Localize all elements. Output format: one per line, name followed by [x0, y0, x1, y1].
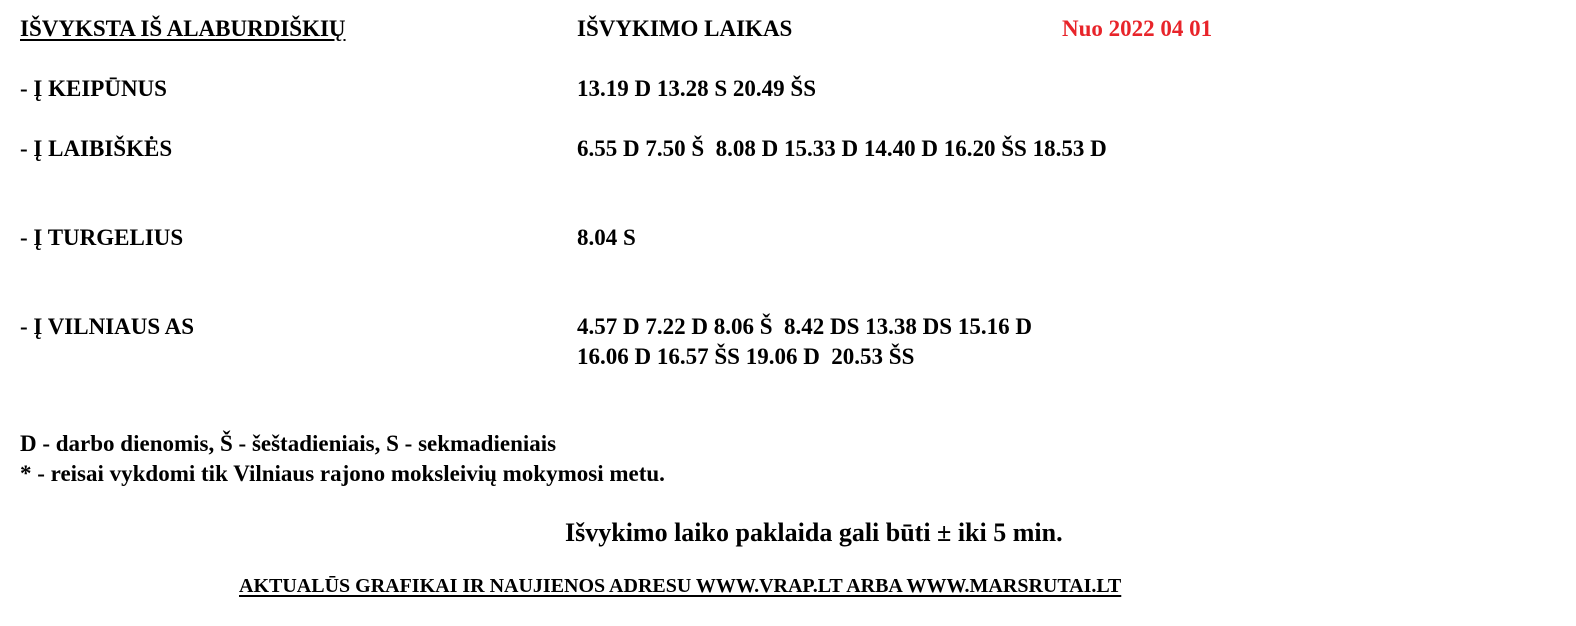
route-destination-turgelius: - Į TURGELIUS — [20, 225, 184, 250]
route-times-vilniaus-as-line-2: 16.06 D 16.57 ŠS 19.06 D 20.53 ŠS — [577, 344, 915, 369]
route-destination-keipunus: - Į KEIPŪNUS — [20, 76, 167, 101]
route-times-keipunus: 13.19 D 13.28 S 20.49 ŠS — [577, 76, 816, 101]
route-destination-laibiskes: - Į LAIBIŠKĖS — [20, 136, 173, 161]
route-times-vilniaus-as-line-1: 4.57 D 7.22 D 8.06 Š 8.42 DS 13.38 DS 15.16 D — [577, 314, 1032, 339]
schedule-title: IŠVYKSTA IŠ ALABURDIŠKIŲ — [20, 16, 346, 41]
route-times-laibiskes: 6.55 D 7.50 Š 8.08 D 15.33 D 14.40 D 16.20 ŠS 18.53 D — [577, 136, 1107, 161]
departure-times-heading: IŠVYKIMO LAIKAS — [577, 16, 793, 41]
route-times-turgelius: 8.04 S — [577, 225, 636, 250]
legend-day-codes: D - darbo dienomis, Š - šeštadieniais, S - sekmadieniais — [20, 431, 557, 456]
valid-from-date: Nuo 2022 04 01 — [1062, 16, 1213, 41]
route-destination-vilniaus-as: - Į VILNIAUS AS — [20, 314, 195, 339]
departure-tolerance-note: Išvykimo laiko paklaida gali būti ± iki 5 min. — [565, 518, 1063, 547]
footer-websites-notice: AKTUALŪS GRAFIKAI IR NAUJIENOS ADRESU WWW.VRAP.LT ARBA WWW.MARSRUTAI.LT — [239, 575, 1122, 597]
legend-asterisk-note: * - reisai vykdomi tik Vilniaus rajono moksleivių mokymosi metu. — [20, 461, 665, 486]
